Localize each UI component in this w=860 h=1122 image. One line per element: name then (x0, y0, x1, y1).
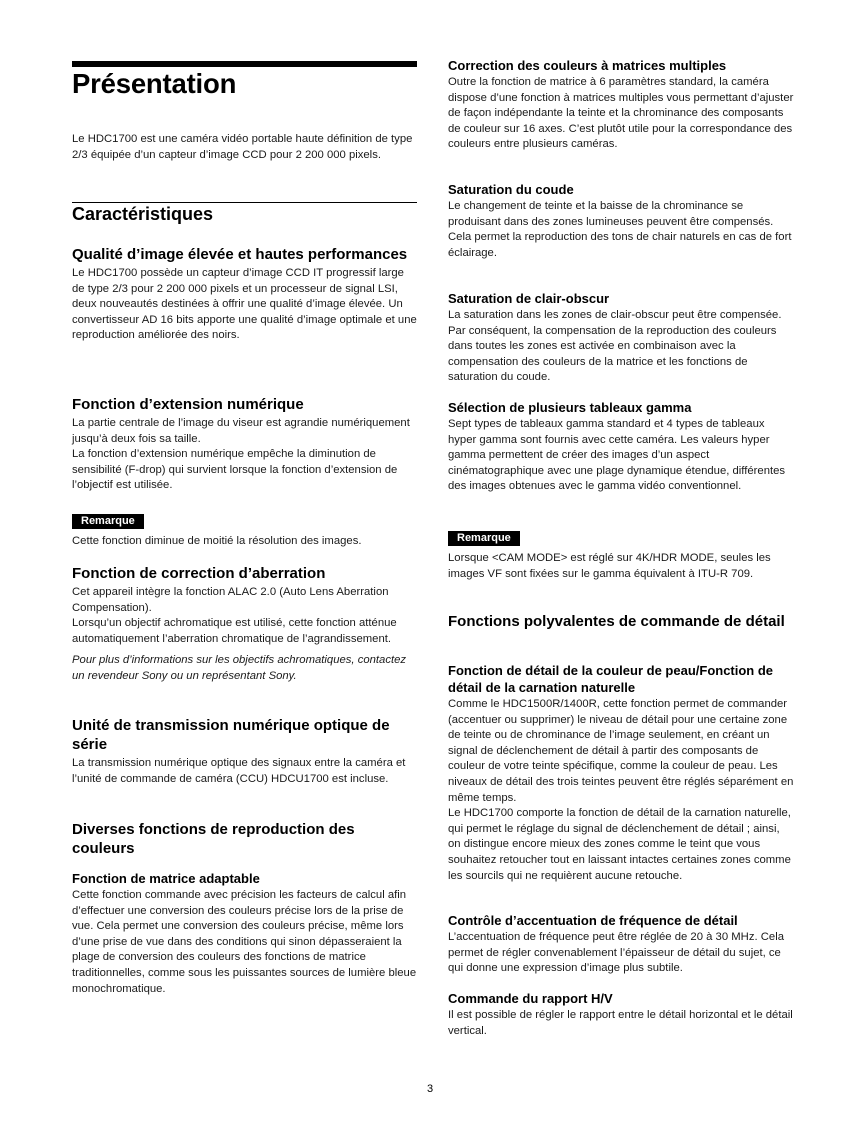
note-text: Lorsque <CAM MODE> est réglé sur 4K/HDR MODE, seules les images VF sont fixées sur le gamma équivalent à ITU-R 709. (448, 552, 771, 580)
section-chiaroscuro (448, 290, 794, 386)
section-heading: Fonction d’extension numérique (72, 396, 304, 413)
title-rule (72, 61, 417, 67)
section-text: Cet appareil intègre la fonction ALAC 2.0 (Auto Lens Aberration Compensation). (72, 586, 389, 614)
subsection-heading: Fonction de matrice adaptable (72, 871, 260, 886)
section-text: La transmission numérique optique des signaux entre la caméra et l’unité de commande de caméra (CCU) HDCU1700 est incluse. (72, 757, 406, 785)
section-multi-matrix (448, 57, 794, 153)
section-rule (72, 202, 417, 203)
subsection-heading: Correction des couleurs à matrices multiples (448, 58, 727, 73)
features-heading: Caractéristiques (72, 204, 214, 224)
section-optical (72, 716, 418, 787)
intro-paragraph: Le HDC1700 est une caméra vidéo portable haute définition de type 2/3 équipée d’un capteur d’image CCD pour 2 200 000 pixels. (72, 133, 413, 161)
note-block-2 (448, 528, 794, 582)
section-text: La saturation dans les zones de clair-obscur peut être compensée. Par conséquent, la compensation de la reproduction des couleurs dans toutes les zones est activée en combinaison avec la compensation des couleurs de la matrice et les fonctions de saturation du coude. (448, 309, 782, 384)
section-text: Comme le HDC1500R/1400R, cette fonction permet de commander (accentuer ou supprimer) le niveau de détail pour une certaine zone de teinte ou de chrominance de l’image seulement, en créant un signal de déclenchement de détail à partir des composants de couleur de votre teinte spécifique, comme la couleur de peau. Les niveaux de détail des trois teintes peuvent être réglés séparément en même temps. (448, 698, 794, 804)
note-badge: Remarque (72, 514, 144, 529)
subsection-heading: Saturation de clair-obscur (448, 291, 610, 306)
section-text: Sept types de tableaux gamma standard et 4 types de tableaux hyper gamma sont fournis avec cette caméra. Les valeurs hyper gamma permettent de créer des images d’un aspect cinématographique avec une plage dynamique étendue, différentes des images obtenues avec le gamma vidéo conventionnel. (448, 418, 786, 493)
section-skin-detail (448, 662, 794, 884)
section-aberration (72, 564, 418, 685)
section-text: Il est possible de régler le rapport entre le détail horizontal et le détail vertical. (448, 1009, 793, 1037)
note-text: Cette fonction diminue de moitié la résolution des images. (72, 535, 362, 547)
section-detail-control (448, 612, 794, 633)
section-quality (72, 245, 418, 344)
section-hv-ratio (448, 990, 794, 1039)
page-title: Présentation (72, 68, 237, 99)
section-knee-saturation (448, 181, 794, 261)
subsection-heading: Commande du rapport H/V (448, 991, 613, 1006)
section-heading: Diverses fonctions de reproduction des couleurs (72, 821, 355, 857)
section-frequency (448, 912, 794, 977)
section-heading: Fonctions polyvalentes de commande de détail (448, 613, 785, 630)
section-text: Le HDC1700 comporte la fonction de détail de la carnation naturelle, qui permet le réglage du signal de déclenchement de détail ; ainsi, on distingue encore mieux des zones comme le teint que vous souhaitez retoucher tout en laissant intactes certaines zones comme les sourcils qui ne requièrent aucune retouche. (448, 807, 791, 882)
note-badge: Remarque (448, 531, 520, 546)
note-block-1 (72, 511, 418, 550)
subsection-heading: Sélection de plusieurs tableaux gamma (448, 400, 692, 415)
section-text: L’accentuation de fréquence peut être réglée de 20 à 30 MHz. Cela permet de régler convenablement l’épaisseur de détail du sujet, ce qui donne une expression d’image plus subtile. (448, 931, 784, 975)
page-number: 3 (426, 1083, 434, 1095)
section-gamma (448, 399, 794, 495)
subsection-heading: Fonction de détail de la couleur de peau/Fonction de détail de la carnation naturelle (448, 663, 774, 695)
section-text: Le changement de teinte et la baisse de la chrominance se produisant dans des zones lumineuses peuvent être compensés. (448, 200, 774, 228)
section-text: Outre la fonction de matrice à 6 paramètres standard, la caméra dispose d’une fonction à matrices multiples vous permettant d’ajuster de façon indépendante la teinte et la chrominance des composants de couleur sur 16 axes. C’est plutôt utile pour la correspondance des couleurs entre plusieurs caméras. (448, 76, 794, 151)
section-heading: Qualité d’image élevée et hautes performances (72, 246, 408, 263)
section-text: Lorsqu’un objectif achromatique est utilisé, cette fonction atténue automatiquement l’aberration chromatique de l’agrandissement. (72, 617, 397, 645)
subsection-heading: Contrôle d’accentuation de fréquence de détail (448, 913, 738, 928)
section-heading: Fonction de correction d’aberration (72, 565, 326, 582)
section-text: Le HDC1700 possède un capteur d’image CCD IT progressif large de type 2/3 pour 2 200 000 pixels et un processeur de signal LSI, deux nouveautés destinées à offrir une qualité d’image élevée. Un convertisseur AD 16 bits apporte une qualité d’image optimale et une reproduction améliorée des noirs. (72, 267, 417, 342)
section-matrix-adapt (72, 870, 418, 997)
section-extension (72, 395, 418, 494)
subsection-heading: Saturation du coude (448, 182, 574, 197)
section-heading: Unité de transmission numérique optique de série (72, 717, 390, 753)
section-italic-note: Pour plus d’informations sur les objectifs achromatiques, contactez un revendeur Sony ou un représentant Sony. (72, 654, 407, 682)
section-color-repro (72, 820, 418, 860)
section-text: Cette fonction commande avec précision les facteurs de calcul afin d’effectuer une conversion des couleurs précise lors de la prise de vue. Cela permet une conversion des couleurs précise, même lors d’une prise de vue dans des conditions qui sinon dépasseraient la plage de conversion des couleurs des fonctions de matrice traditionnelles, comme sous les puissantes sources de lumière bleue monochromatique. (72, 889, 417, 995)
section-text: La partie centrale de l’image du viseur est agrandie numériquement jusqu’à deux fois sa taille. (72, 417, 410, 445)
section-text: Cela permet la reproduction des tons de chair naturels en cas de fort éclairage. (448, 231, 792, 259)
section-text: La fonction d’extension numérique empêche la diminution de sensibilité (F-drop) qui survient lorsque la fonction d’extension de l’objectif est utilisée. (72, 448, 398, 492)
